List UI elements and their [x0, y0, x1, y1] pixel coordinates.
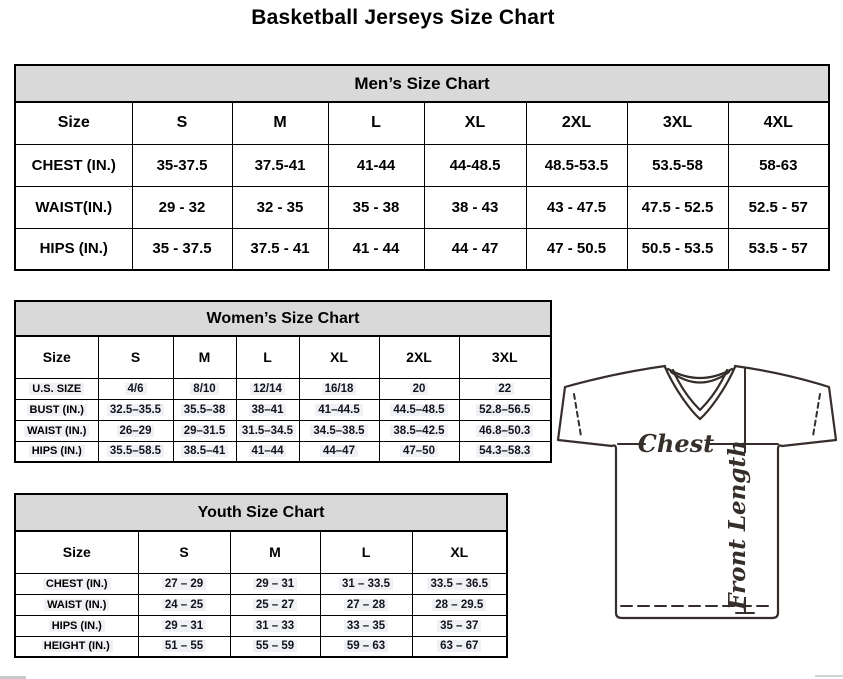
- table-title: Women’s Size Chart: [15, 301, 551, 336]
- table-cell: 48.5-53.5: [526, 144, 627, 186]
- table-cell: 12/14: [236, 378, 299, 399]
- table-row: [15, 186, 829, 228]
- womens-size-chart-table: [14, 300, 552, 463]
- row-label: CHEST (IN.): [15, 144, 132, 186]
- table-cell: 35 - 37.5: [132, 228, 232, 270]
- table-cell: 38.5–42.5: [379, 420, 459, 441]
- table-cell: 31.5–34.5: [236, 420, 299, 441]
- column-header: XL: [299, 336, 379, 378]
- column-header: 3XL: [459, 336, 551, 378]
- table-cell: 35 - 38: [328, 186, 424, 228]
- jersey-outline: [558, 366, 836, 618]
- table-cell: 16/18: [299, 378, 379, 399]
- column-header: 3XL: [627, 102, 728, 144]
- table-title: Men’s Size Chart: [15, 65, 829, 102]
- table-cell: 38–41: [236, 399, 299, 420]
- table-cell: 24 – 25: [138, 594, 230, 615]
- table-cell: 35 – 37: [412, 615, 507, 636]
- row-label: HEIGHT (IN.): [15, 636, 138, 657]
- table-cell: 33.5 – 36.5: [412, 573, 507, 594]
- table-cell: 46.8–50.3: [459, 420, 551, 441]
- table-cell: 26–29: [98, 420, 173, 441]
- table-cell: 27 – 29: [138, 573, 230, 594]
- column-header: Size: [15, 102, 132, 144]
- table-cell: 44.5–48.5: [379, 399, 459, 420]
- mens-size-chart-table: [14, 64, 830, 271]
- column-header: L: [320, 531, 412, 573]
- left-sleeve-seam: [574, 394, 581, 436]
- table-cell: 41–44: [236, 441, 299, 462]
- table-cell: 47.5 - 52.5: [627, 186, 728, 228]
- table-row: [15, 573, 507, 594]
- table-cell: 34.5–38.5: [299, 420, 379, 441]
- row-label: BUST (IN.): [15, 399, 98, 420]
- table-cell: 44 - 47: [424, 228, 526, 270]
- column-header: M: [232, 102, 328, 144]
- table-cell: 58-63: [728, 144, 829, 186]
- table-cell: 51 – 55: [138, 636, 230, 657]
- column-header: 2XL: [526, 102, 627, 144]
- youth-size-chart-table: [14, 493, 508, 658]
- table-cell: 29–31.5: [173, 420, 236, 441]
- table-cell: 53.5 - 57: [728, 228, 829, 270]
- table-cell: 20: [379, 378, 459, 399]
- jersey-measurement-diagram: [555, 356, 843, 668]
- table-cell: 63 – 67: [412, 636, 507, 657]
- table-cell: 31 – 33.5: [320, 573, 412, 594]
- column-header: L: [236, 336, 299, 378]
- column-header: L: [328, 102, 424, 144]
- column-header: S: [138, 531, 230, 573]
- column-header: 2XL: [379, 336, 459, 378]
- table-cell: 47–50: [379, 441, 459, 462]
- table-cell: 54.3–58.3: [459, 441, 551, 462]
- table-cell: 37.5-41: [232, 144, 328, 186]
- column-header: M: [173, 336, 236, 378]
- table-cell: 41–44.5: [299, 399, 379, 420]
- table-cell: 35.5–58.5: [98, 441, 173, 462]
- table-cell: 29 - 32: [132, 186, 232, 228]
- front-length-label: Front Length: [724, 440, 751, 610]
- table-row: [15, 378, 551, 399]
- table-row: [15, 441, 551, 462]
- table-row: [15, 399, 551, 420]
- page-title: Basketball Jerseys Size Chart: [251, 6, 555, 29]
- table-cell: 41-44: [328, 144, 424, 186]
- table-cell: 41 - 44: [328, 228, 424, 270]
- table-cell: 43 - 47.5: [526, 186, 627, 228]
- row-label: WAIST (IN.): [15, 594, 138, 615]
- table-cell: 52.8–56.5: [459, 399, 551, 420]
- table-cell: 44-48.5: [424, 144, 526, 186]
- column-header: Size: [15, 531, 138, 573]
- column-header: Size: [15, 336, 98, 378]
- table-cell: 35.5–38: [173, 399, 236, 420]
- row-label: U.S. SIZE: [15, 378, 98, 399]
- table-row: [15, 594, 507, 615]
- column-header: XL: [424, 102, 526, 144]
- row-label: HIPS (IN.): [15, 441, 98, 462]
- table-row: [15, 636, 507, 657]
- chest-label: Chest: [637, 429, 715, 458]
- table-title: Youth Size Chart: [15, 494, 507, 531]
- column-header: S: [98, 336, 173, 378]
- column-header: 4XL: [728, 102, 829, 144]
- table-cell: 8/10: [173, 378, 236, 399]
- row-label: HIPS (IN.): [15, 615, 138, 636]
- table-cell: 22: [459, 378, 551, 399]
- table-cell: 50.5 - 53.5: [627, 228, 728, 270]
- table-cell: 29 – 31: [138, 615, 230, 636]
- row-label: CHEST (IN.): [15, 573, 138, 594]
- table-cell: 31 – 33: [230, 615, 320, 636]
- table-row: [15, 615, 507, 636]
- table-cell: 53.5-58: [627, 144, 728, 186]
- table-cell: 32 - 35: [232, 186, 328, 228]
- table-cell: 28 – 29.5: [412, 594, 507, 615]
- table-row: [15, 228, 829, 270]
- table-cell: 44–47: [299, 441, 379, 462]
- column-header: XL: [412, 531, 507, 573]
- table-cell: 32.5–35.5: [98, 399, 173, 420]
- table-cell: 47 - 50.5: [526, 228, 627, 270]
- row-label: WAIST(IN.): [15, 186, 132, 228]
- column-header: M: [230, 531, 320, 573]
- table-cell: 29 – 31: [230, 573, 320, 594]
- column-header: S: [132, 102, 232, 144]
- right-sleeve-seam: [813, 394, 820, 436]
- table-cell: 59 – 63: [320, 636, 412, 657]
- table-row: [15, 144, 829, 186]
- table-cell: 38.5–41: [173, 441, 236, 462]
- table-cell: 27 – 28: [320, 594, 412, 615]
- table-cell: 55 – 59: [230, 636, 320, 657]
- table-cell: 25 – 27: [230, 594, 320, 615]
- table-cell: 38 - 43: [424, 186, 526, 228]
- table-row: [15, 420, 551, 441]
- table-cell: 35-37.5: [132, 144, 232, 186]
- table-cell: 33 – 35: [320, 615, 412, 636]
- horizontal-scrollbar-fragment-right[interactable]: [815, 675, 843, 677]
- table-cell: 37.5 - 41: [232, 228, 328, 270]
- table-cell: 52.5 - 57: [728, 186, 829, 228]
- row-label: WAIST (IN.): [15, 420, 98, 441]
- row-label: HIPS (IN.): [15, 228, 132, 270]
- table-cell: 4/6: [98, 378, 173, 399]
